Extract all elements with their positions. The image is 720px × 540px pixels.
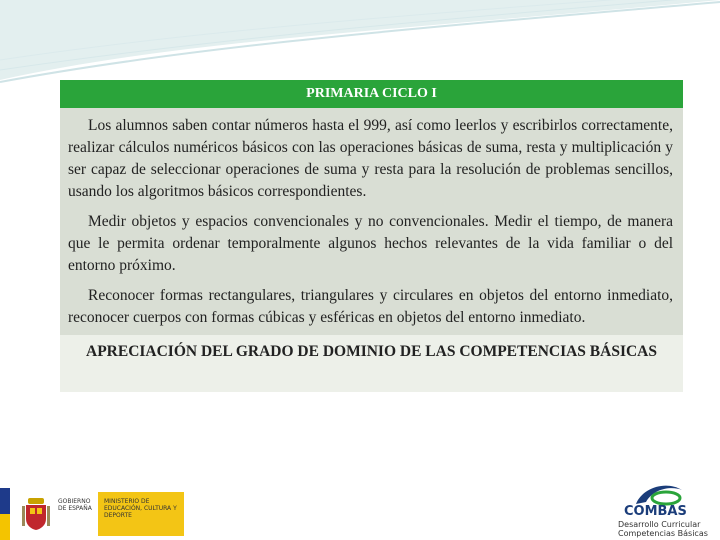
card-footer-heading: APRECIACIÓN DEL GRADO DE DOMINIO DE LAS COMPETENCIAS BÁSICAS bbox=[60, 335, 683, 392]
ministry-label: MINISTERIO DE EDUCACIÓN, CULTURA Y DEPORTE bbox=[104, 498, 177, 519]
government-logo bbox=[0, 488, 190, 540]
coat-of-arms-icon bbox=[20, 496, 52, 532]
card-body bbox=[60, 108, 683, 335]
decorative-wave-banner bbox=[0, 0, 720, 90]
competency-card bbox=[60, 80, 683, 392]
paragraph-numbers: Los alumnos saben contar números hasta el 999, así como leerlos y escribirlos correctamente, realizar cálculos numéricos básicos con las operaciones básicas de suma, resta y multiplicación y ser capaz de seleccionar operaciones de suma y resta para la resolución de problemas sencillos, usando los algoritmos básicos correspondientes. bbox=[68, 117, 673, 200]
combas-subtitle: Desarrollo Curricular Competencias Básicas bbox=[618, 520, 708, 538]
paragraph-shapes: Reconocer formas rectangulares, triangulares y circulares en objetos del entorno inmediato, reconocer cuerpos con formas cúbicas y esféricas en objetos del entorno inmediato. bbox=[68, 287, 673, 326]
combas-logo bbox=[614, 482, 720, 540]
ministry-panel bbox=[98, 492, 184, 536]
flag-stripe bbox=[0, 488, 10, 540]
government-label: GOBIERNO DE ESPAÑA bbox=[58, 498, 92, 512]
paragraph-measurement: Medir objetos y espacios convencionales y no convencionales. Medir el tiempo, de manera que le permita ordenar temporalmente algunos hechos relevantes de la vida familiar o del entorno próximo. bbox=[68, 213, 673, 274]
card-title: PRIMARIA CICLO I bbox=[60, 80, 683, 108]
combas-name: COMBAS bbox=[624, 504, 687, 519]
